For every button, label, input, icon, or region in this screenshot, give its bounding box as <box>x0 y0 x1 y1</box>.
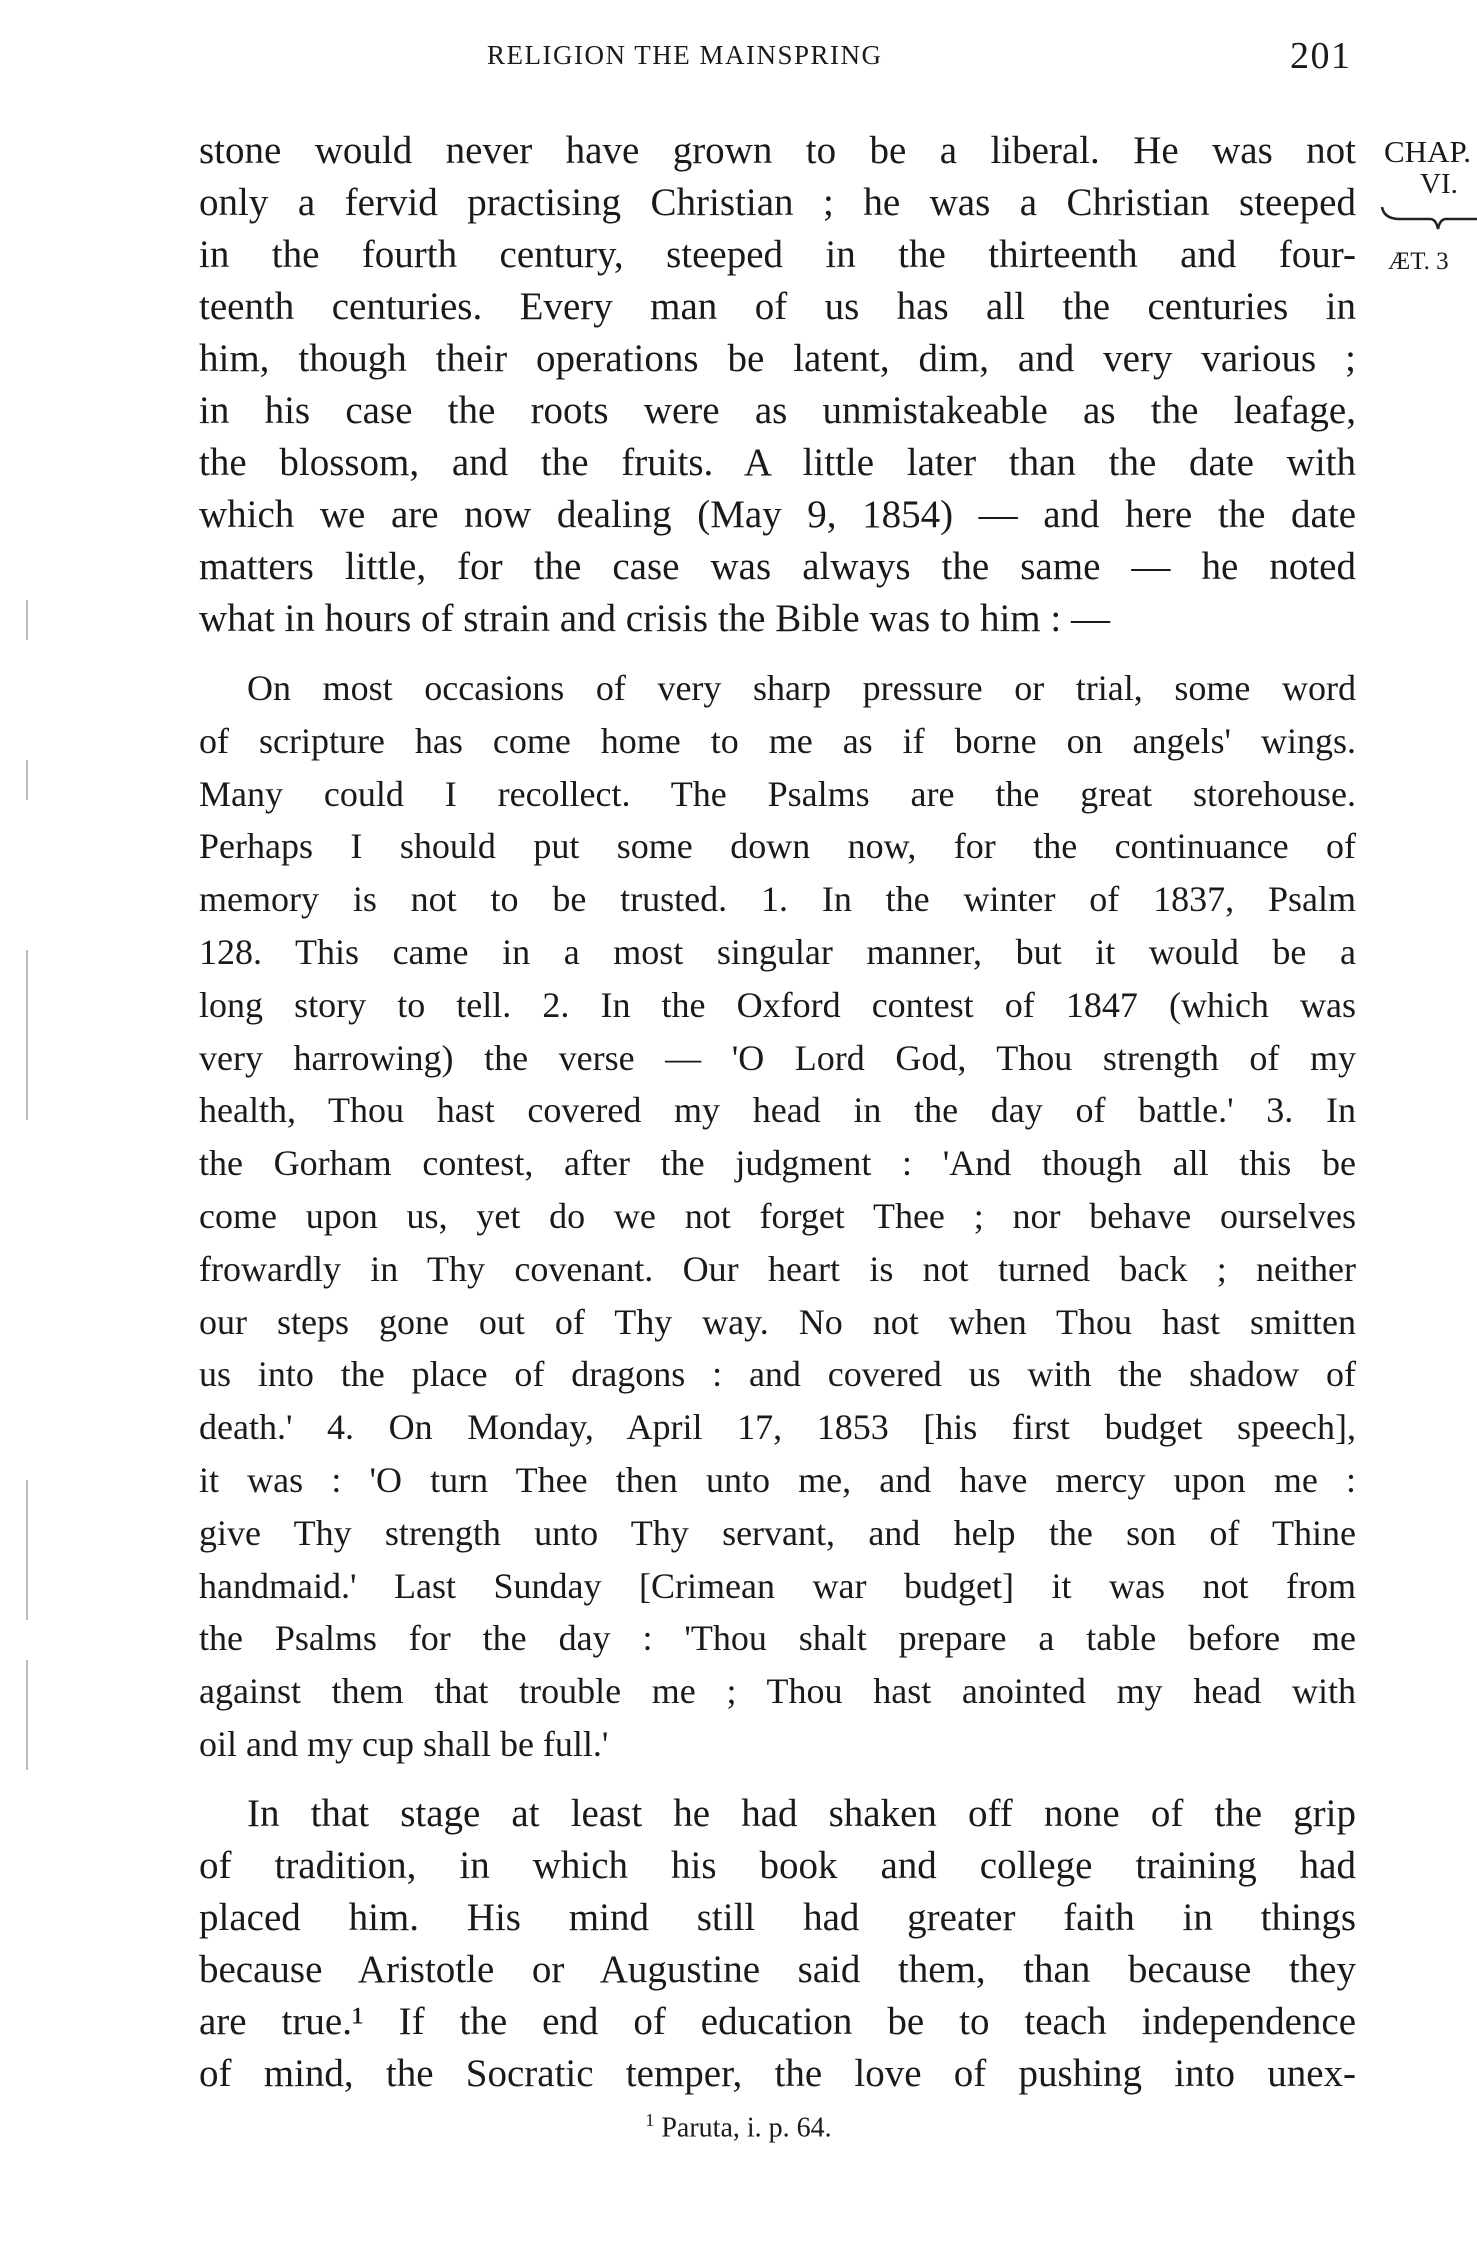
text-line: frowardly in Thy covenant. Our heart is not turned back ; neither <box>199 1248 1356 1289</box>
text-line: death.' 4. On Monday, April 17, 1853 [his first budget speech], <box>199 1407 1356 1448</box>
text-line: teenth centuries. Every man of us has all the centuries in <box>199 285 1356 328</box>
margin-scan-mark <box>26 1660 28 1770</box>
footnote-marker: 1 <box>645 2110 655 2130</box>
text-line: placed him. His mind still had greater faith in things <box>199 1896 1356 1939</box>
text-line: On most occasions of very sharp pressure or trial, some word <box>247 668 1356 708</box>
side-note-chapter-number: VI. <box>1420 168 1458 200</box>
paragraph-3 <box>199 1788 1356 2100</box>
block-quote <box>199 662 1356 1771</box>
text-line: 128. This came in a most singular manner, but it would be a <box>199 931 1356 972</box>
text-line: In that stage at least he had shaken off none of the grip <box>247 1792 1356 1835</box>
text-line: the Psalms for the day : 'Thou shalt prepare a table before me <box>199 1618 1356 1659</box>
text-line: memory is not to be trusted. 1. In the winter of 1837, Psalm <box>199 879 1356 920</box>
text-line: Many could I recollect. The Psalms are the great storehouse. <box>199 773 1356 814</box>
text-line: our steps gone out of Thy way. No not when Thou hast smitten <box>199 1301 1356 1342</box>
text-line: long story to tell. 2. In the Oxford contest of 1847 (which was <box>199 984 1356 1025</box>
text-line: of tradition, in which his book and college training had <box>199 1844 1356 1887</box>
text-line: handmaid.' Last Sunday [Crimean war budget] it was not from <box>199 1565 1356 1606</box>
text-line: because Aristotle or Augustine said them, than because they <box>199 1948 1356 1991</box>
text-line: it was : 'O turn Thee then unto me, and have mercy upon me : <box>199 1459 1356 1500</box>
text-line: matters little, for the case was always the same — he noted <box>199 545 1356 588</box>
text-line: very harrowing) the verse — 'O Lord God, Thou strength of my <box>199 1037 1356 1078</box>
margin-scan-mark <box>26 950 28 1120</box>
brace-icon <box>1380 205 1477 231</box>
text-line: health, Thou hast covered my head in the day of battle.' 3. In <box>199 1090 1356 1131</box>
text-line: the blossom, and the fruits. A little later than the date with <box>199 441 1356 484</box>
text-line: of scripture has come home to me as if borne on angels' wings. <box>199 720 1356 761</box>
text-line: what in hours of strain and crisis the Bible was to him : — <box>199 597 1110 640</box>
footnote-text: Paruta, i. p. 64. <box>654 2112 832 2144</box>
footnote <box>0 2110 1477 2144</box>
page-number: 201 <box>1290 35 1352 77</box>
text-line: oil and my cup shall be full.' <box>199 1723 609 1764</box>
text-line: which we are now dealing (May 9, 1854) — and here the date <box>199 493 1356 536</box>
text-line: stone would never have grown to be a liberal. He was not <box>199 129 1356 172</box>
text-line: in his case the roots were as unmistakeable as the leafage, <box>199 389 1356 432</box>
text-line: us into the place of dragons : and covered us with the shadow of <box>199 1354 1356 1395</box>
text-line: in the fourth century, steeped in the thirteenth and four- <box>199 233 1356 276</box>
text-line: of mind, the Socratic temper, the love of pushing into unex- <box>199 2052 1356 2095</box>
side-note-chapter: CHAP. <box>1384 134 1472 169</box>
margin-scan-mark <box>26 760 28 800</box>
paragraph-1 <box>199 125 1356 645</box>
text-line: come upon us, yet do we not forget Thee ; nor behave ourselves <box>199 1195 1356 1236</box>
side-note-age: ÆT. 3 <box>1388 248 1449 275</box>
text-line: Perhaps I should put some down now, for the continuance of <box>199 826 1356 867</box>
text-line: only a fervid practising Christian ; he was a Christian steeped <box>199 181 1356 224</box>
text-line: give Thy strength unto Thy servant, and help the son of Thine <box>199 1512 1356 1553</box>
text-line: against them that trouble me ; Thou hast anointed my head with <box>199 1671 1356 1712</box>
text-line: are true.¹ If the end of education be to teach independence <box>199 2000 1356 2043</box>
running-head: RELIGION THE MAINSPRING <box>487 40 883 70</box>
margin-scan-mark <box>26 600 28 640</box>
text-line: the Gorham contest, after the judgment : 'And though all this be <box>199 1143 1356 1184</box>
margin-scan-mark <box>26 1480 28 1620</box>
text-line: him, though their operations be latent, dim, and very various ; <box>199 337 1356 380</box>
